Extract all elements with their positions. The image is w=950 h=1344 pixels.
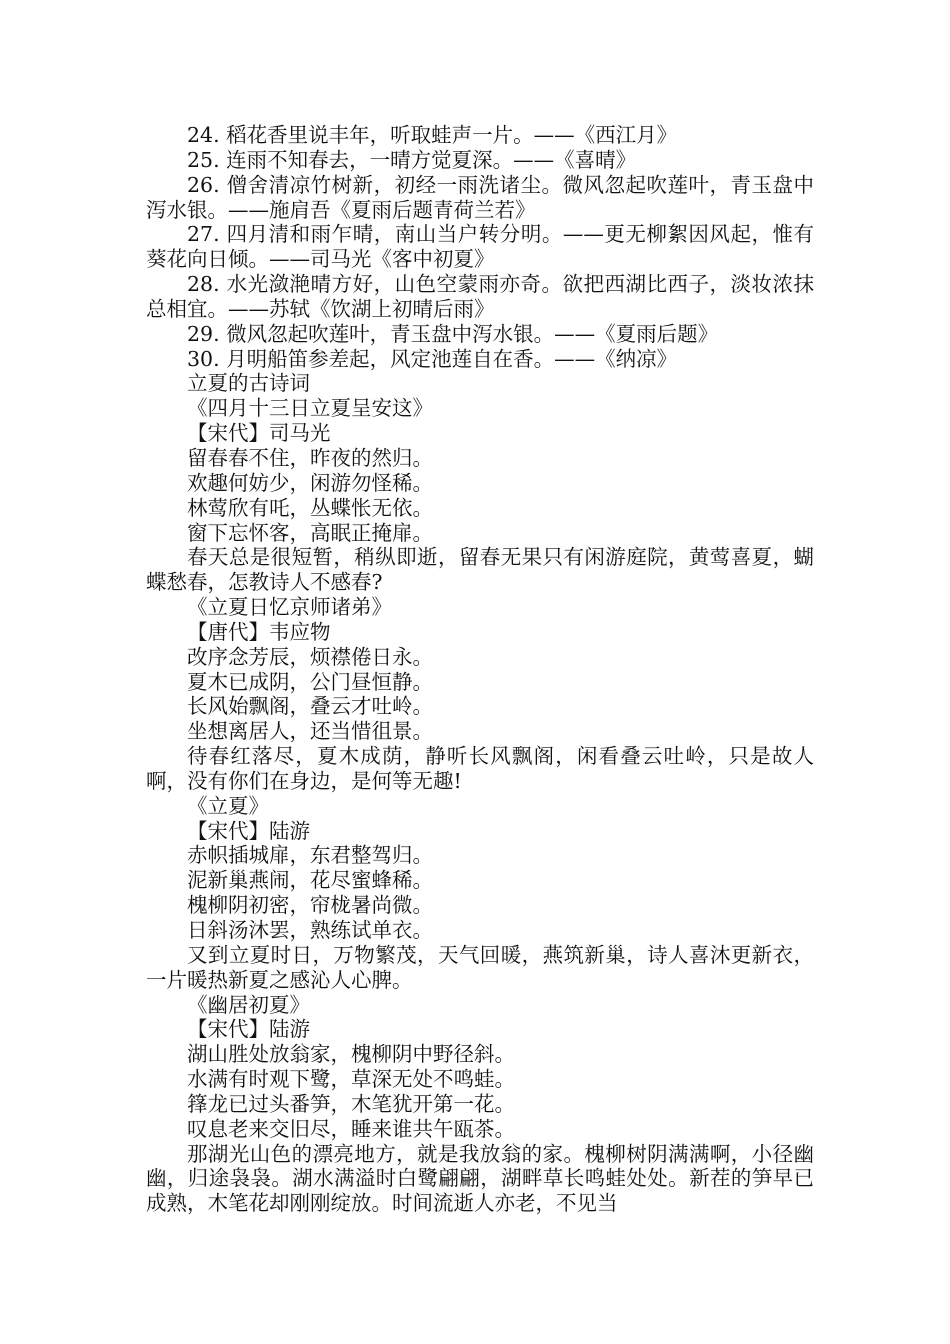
document-page <box>146 123 814 1216</box>
poem-author: 【宋代】陆游 <box>187 818 310 843</box>
poem-commentary: 待春红落尽，夏木成荫，静听长风飘阁，闲看叠云吐岭，只是故人啊，没有你们在身边，是何等无趣! <box>146 744 814 793</box>
poem-author: 【宋代】陆游 <box>187 1017 310 1042</box>
poem-line: 留春春不住，昨夜的然归。 <box>187 445 433 470</box>
poem-line: 叹息老来交旧尽，睡来谁共午瓯茶。 <box>187 1116 515 1141</box>
poem-quote-25: 25. 连雨不知春去，一晴方觉夏深。——《喜晴》 <box>187 147 637 172</box>
poem-line: 泥新巢燕闹，花尽蜜蜂稀。 <box>187 868 433 893</box>
poem-quote-30: 30. 月明船笛参差起，风定池莲自在香。——《纳凉》 <box>187 346 678 371</box>
poem-line: 夏木已成阴，公门昼恒静。 <box>187 669 433 694</box>
poem-line: 改序念芳辰，烦襟倦日永。 <box>187 644 433 669</box>
poem-title: 《四月十三日立夏呈安这》 <box>187 396 433 421</box>
poem-line: 水满有时观下鹭，草深无处不鸣蛙。 <box>187 1067 515 1092</box>
poem-line: 欢趣何妨少，闲游勿怪稀。 <box>187 470 433 495</box>
poem-line: 箨龙已过头番笋，木笔犹开第一花。 <box>187 1091 515 1116</box>
poem-author: 【宋代】司马光 <box>187 421 331 446</box>
poem-commentary: 春天总是很短暂，稍纵即逝，留春无果只有闲游庭院，黄莺喜夏，蝴蝶愁春，怎教诗人不感春? <box>146 545 814 595</box>
poem-quote-28: 28. 水光潋滟晴方好，山色空蒙雨亦奇。欲把西湖比西子，淡妆浓抹总相宜。——苏轼《饮湖上初晴后雨》 <box>146 272 814 321</box>
poem-title: 《幽居初夏》 <box>187 992 310 1017</box>
poem-line: 坐想离居人，还当惜徂景。 <box>187 719 433 744</box>
poem-line: 长风始飘阁，叠云才吐岭。 <box>187 694 433 719</box>
poem-quote-24: 24. 稻花香里说丰年，听取蛙声一片。——《西江月》 <box>187 123 678 147</box>
poem-line: 湖山胜处放翁家，槐柳阴中野径斜。 <box>187 1042 515 1067</box>
poem-line: 日斜汤沐罢，熟练试单衣。 <box>187 918 433 942</box>
poem-title: 《立夏》 <box>187 793 269 818</box>
poem-line: 林莺欣有吒，丛蝶怅无依。 <box>187 495 433 520</box>
poem-author: 【唐代】韦应物 <box>187 619 331 644</box>
poem-quote-29: 29. 微风忽起吹莲叶，青玉盘中泻水银。——《夏雨后题》 <box>187 321 719 346</box>
section-heading: 立夏的古诗词 <box>187 371 310 396</box>
poem-line: 赤帜插城扉，东君整驾归。 <box>187 843 433 868</box>
poem-quote-27: 27. 四月清和雨乍晴，南山当户转分明。——更无柳絮因风起，惟有葵花向日倾。——司马光《客中初夏》 <box>146 222 814 272</box>
poem-commentary: 那湖光山色的漂亮地方，就是我放翁的家。槐柳树阴满满啊，小径幽幽，归途袅袅。湖水满溢时白鹭翩翩，湖畔草长鸣蛙处处。新茬的笋早已成熟，木笔花却刚刚绽放。时间流逝人亦老，不见当 <box>146 1141 814 1216</box>
poem-line: 槐柳阴初密，帘栊暑尚微。 <box>187 893 433 918</box>
poem-commentary: 又到立夏时日，万物繁茂，天气回暖，燕筑新巢，诗人喜沐更新衣，一片暖热新夏之感沁人心脾。 <box>146 942 814 992</box>
poem-line: 窗下忘怀客，高眠正掩扉。 <box>187 520 433 545</box>
poem-title: 《立夏日忆京师诸弟》 <box>187 595 392 620</box>
poem-quote-26: 26. 僧舍清凉竹树新，初经一雨洗诸尘。微风忽起吹莲叶，青玉盘中泻水银。——施肩吾《夏雨后题青荷兰若》 <box>146 172 814 222</box>
